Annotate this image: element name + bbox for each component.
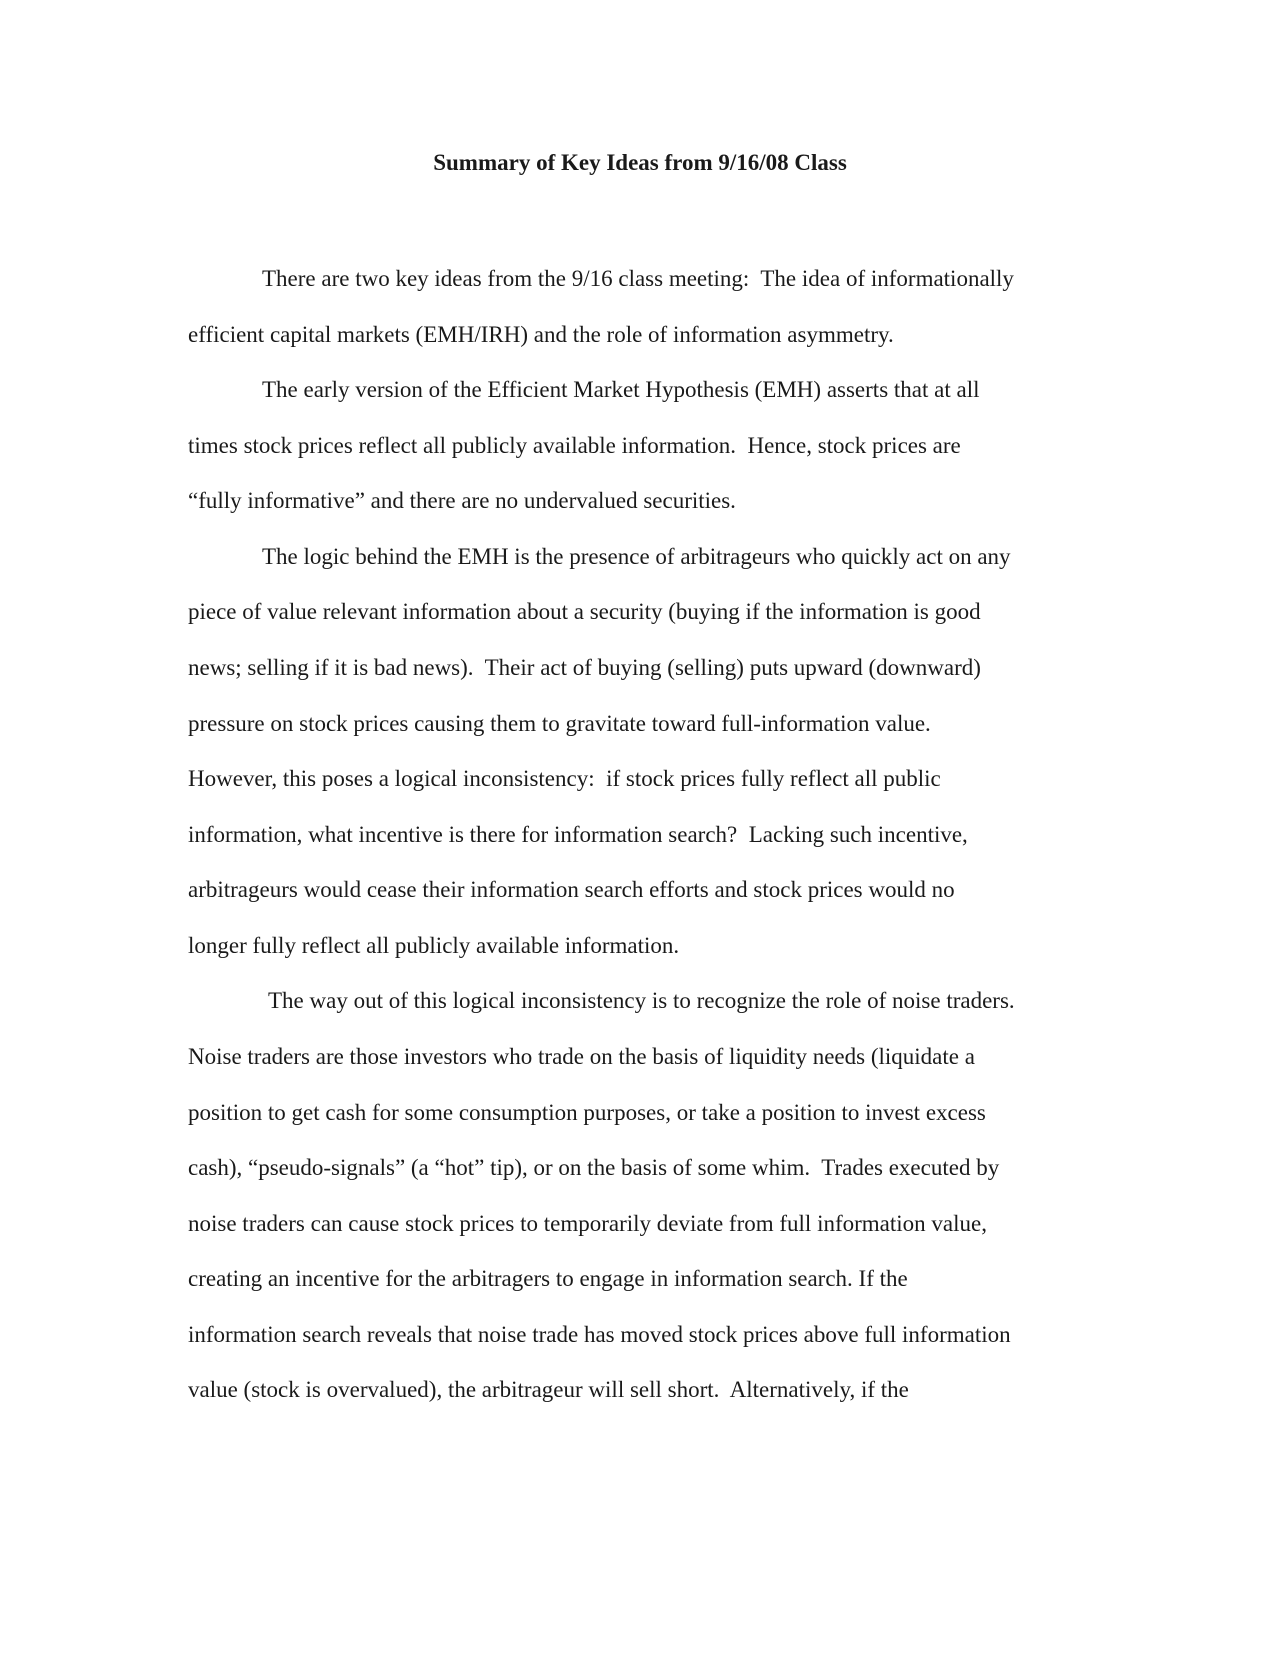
paragraph-2-line-2: times stock prices reflect all publicly available information. Hence, stock prices are (188, 433, 961, 458)
paragraph-4-line-8: value (stock is overvalued), the arbitrageur will sell short. Alternatively, if the (188, 1377, 909, 1402)
paragraph-2-line-1: The early version of the Efficient Market Hypothesis (EMH) asserts that at all (262, 377, 980, 402)
paragraph-3-line-1: The logic behind the EMH is the presence of arbitrageurs who quickly act on any (262, 544, 1011, 569)
paragraph-3-line-4: pressure on stock prices causing them to gravitate toward full-information value. (188, 711, 931, 736)
paragraph-3-line-7: arbitrageurs would cease their information search efforts and stock prices would no (188, 877, 955, 902)
paragraph-3-line-6: information, what incentive is there for information search? Lacking such incentive, (188, 822, 968, 847)
paragraph-3-line-2: piece of value relevant information about a security (buying if the information is good (188, 599, 981, 624)
document-title: Summary of Key Ideas from 9/16/08 Class (433, 150, 847, 175)
paragraph-1-line-1: There are two key ideas from the 9/16 class meeting: The idea of informationally (262, 266, 1014, 291)
paragraph-4-line-7: information search reveals that noise trade has moved stock prices above full information (188, 1322, 1011, 1347)
paragraph-4-line-1: The way out of this logical inconsistency is to recognize the role of noise traders. (268, 988, 1015, 1013)
paragraph-3-line-8: longer fully reflect all publicly available information. (188, 933, 680, 958)
paragraph-3-line-5: However, this poses a logical inconsistency: if stock prices fully reflect all public (188, 766, 941, 791)
paragraph-3-line-3: news; selling if it is bad news). Their act of buying (selling) puts upward (downward) (188, 655, 981, 680)
paragraph-1-line-2: efficient capital markets (EMH/IRH) and the role of information asymmetry. (188, 322, 894, 347)
paragraph-4-line-5: noise traders can cause stock prices to temporarily deviate from full information value, (188, 1211, 987, 1236)
paragraph-4-line-3: position to get cash for some consumption purposes, or take a position to invest excess (188, 1100, 986, 1125)
paragraph-4-line-2: Noise traders are those investors who trade on the basis of liquidity needs (liquidate a (188, 1044, 975, 1069)
paragraph-4-line-4: cash), “pseudo-signals” (a “hot” tip), or on the basis of some whim. Trades executed by (188, 1155, 1000, 1180)
paragraph-2-line-3: “fully informative” and there are no undervalued securities. (188, 488, 736, 513)
paragraph-4-line-6: creating an incentive for the arbitragers to engage in information search. If the (188, 1266, 908, 1291)
